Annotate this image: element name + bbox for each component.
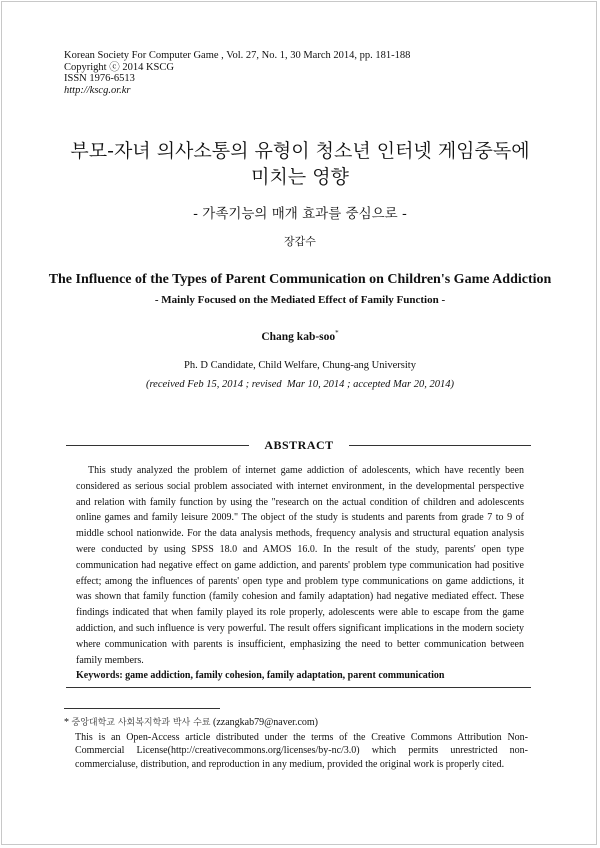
keywords: Keywords: game addiction, family cohesion, family adaptation, parent communication	[76, 670, 445, 681]
journal-url-link[interactable]: http://kscg.or.kr	[64, 84, 131, 96]
author-affiliation: Ph. D Candidate, Child Welfare, Chung-ang University	[184, 360, 416, 371]
abstract-rule-right	[349, 445, 531, 446]
footnote-email: (zzangkab79@naver.com)	[213, 717, 318, 728]
issn-line: ISSN 1976-6513	[64, 73, 135, 84]
author-name: Chang kab-soo	[261, 330, 336, 343]
abstract-heading	[66, 438, 531, 454]
copyright-line: Copyright ⓒ 2014 KSCG	[64, 61, 174, 73]
keywords-divider	[66, 687, 531, 688]
footnote-affiliation-korean: 중앙대학교 사회복지학과 박사 수료	[71, 718, 211, 728]
footnote-divider	[64, 708, 220, 709]
korean-title-line-2: 미치는 영향	[251, 166, 349, 188]
journal-header	[64, 50, 410, 96]
korean-title-line-1: 부모-자녀 의사소통의 유형이 청소년 인터넷 게임중독에	[70, 140, 530, 162]
journal-citation: Korean Society For Computer Game , Vol. 27, No. 1, 30 March 2014, pp. 181-188	[64, 50, 411, 61]
footnote-license: This is an Open-Access article distributed under the terms of the Creative Commons Attribution Non-Commercial License(http://creativecommons.org/licenses/by-nc/3.0) which permits unrestricted non-commercialuse, distribution, and reproduction in any medium, provided the original work is properly cited.	[75, 731, 528, 770]
received-dates: (received Feb 15, 2014 ; revised Mar 10, 2014 ; accepted Mar 20, 2014)	[145, 379, 454, 390]
korean-author: 장갑수	[284, 235, 316, 248]
footnote	[64, 716, 528, 771]
english-subtitle: - Mainly Focused on the Mediated Effect of Family Function -	[154, 294, 446, 306]
author-footnote-mark: *	[335, 329, 339, 337]
korean-title	[0, 138, 600, 190]
footnote-marker: *	[64, 717, 69, 728]
korean-subtitle: - 가족기능의 매개 효과를 중심으로 -	[193, 206, 407, 222]
abstract-rule-left	[66, 445, 249, 446]
english-author	[0, 329, 600, 343]
footnote-author-line	[64, 716, 528, 731]
abstract-text: This study analyzed the problem of internet game addiction of adolescents, which have recently been considered as serious social problem associated with internet environment, in the developmental perspective and relation with family function by using the "research on the actual condition of children and adolescents online games and family leisure 2009." The object of the study is students and parents from grade 7 to 9 of middle school nationwide. For the data analysis methods, frequency analysis and structural equation analysis were conducted by using SPSS 18.0 and AMOS 16.0. In the result of the study, parents' open type communication had negative effect on game addiction, and parents' problem type communication had positive effect; among the influences of parents' open type and problem type communications on game addictions, it was shown that family function (family cohesion and family adaptation) had negative mediated effect. These findings indicated that when family played its role properly, adolescents were able to escape from the game addiction, and such influence is very powerful. The result offers significant implications in the modern society where communication with parents is insufficient, emphasizing the need to better communication between family members.	[76, 465, 524, 666]
english-title: The Influence of the Types of Parent Communication on Children's Game Addiction	[48, 272, 552, 287]
abstract-heading-label: ABSTRACT	[264, 438, 334, 452]
